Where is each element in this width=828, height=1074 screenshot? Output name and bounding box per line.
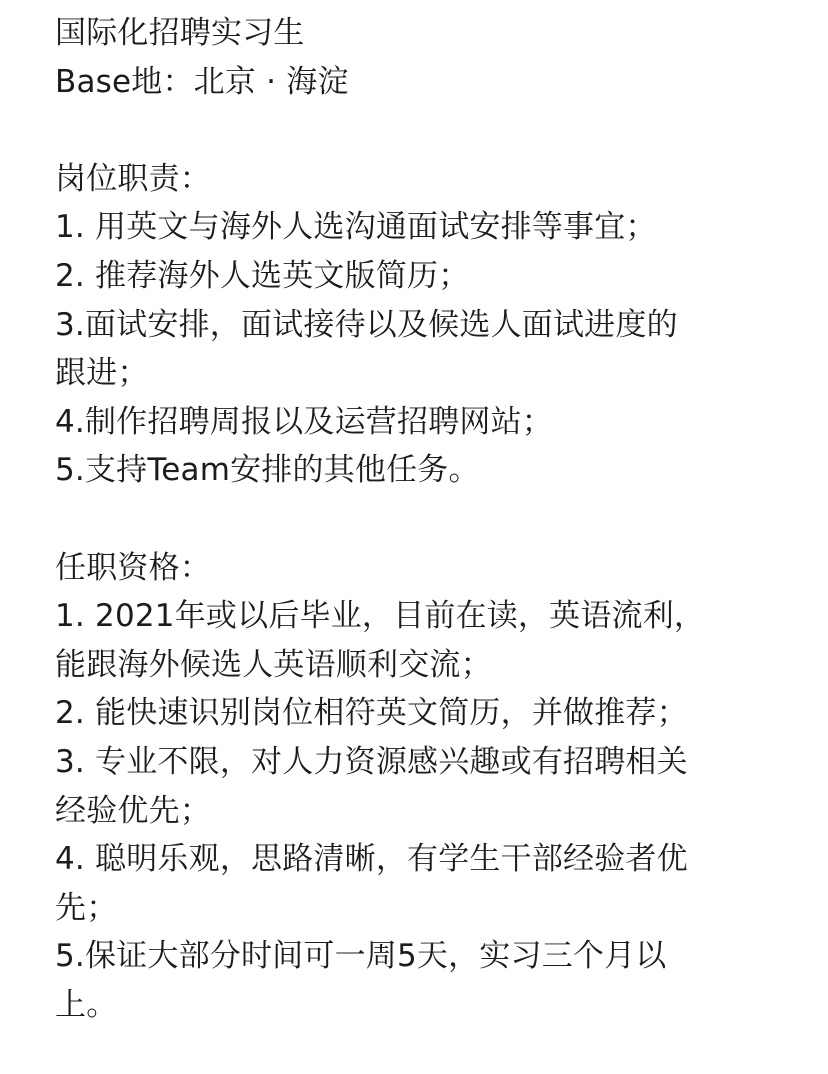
blank-line <box>55 495 795 544</box>
duty-line: 2. 推荐海外人选英文版简历； <box>55 257 470 294</box>
blank-line <box>55 106 795 155</box>
qualification-line: 能跟海外候选人英语顺利交流； <box>55 646 492 683</box>
qualifications-heading: 任职资格： <box>55 549 211 586</box>
duties-heading: 岗位职责： <box>55 160 211 197</box>
duty-line: 1. 用英文与海外人选沟通面试安排等事宜； <box>55 209 657 246</box>
qualification-line: 1. 2021年或以后毕业，目前在读，英语流利， <box>55 598 706 635</box>
duty-line: 5.支持Team安排的其他任务。 <box>55 452 480 489</box>
qualification-line: 2. 能快速识别岗位相符英文简历，并做推荐； <box>55 695 688 732</box>
qualification-line: 经验优先； <box>55 792 211 829</box>
duty-line: 跟进； <box>55 355 149 392</box>
duty-line: 4.制作招聘周报以及运营招聘网站； <box>55 403 553 440</box>
qualification-line: 上。 <box>55 986 118 1023</box>
duty-line: 3.面试安排，面试接待以及候选人面试进度的 <box>55 306 678 343</box>
posting-title: 国际化招聘实习生 <box>55 15 305 51</box>
qualification-line: 3. 专业不限，对人力资源感兴趣或有招聘相关 <box>55 743 688 780</box>
qualification-line: 5.保证大部分时间可一周5天，实习三个月以 <box>55 938 667 975</box>
job-posting-text <box>55 9 795 1029</box>
qualification-line: 先； <box>55 889 118 926</box>
qualification-line: 4. 聪明乐观，思路清晰，有学生干部经验者优 <box>55 841 688 878</box>
base-location: Base地：北京 · 海淀 <box>55 63 349 100</box>
